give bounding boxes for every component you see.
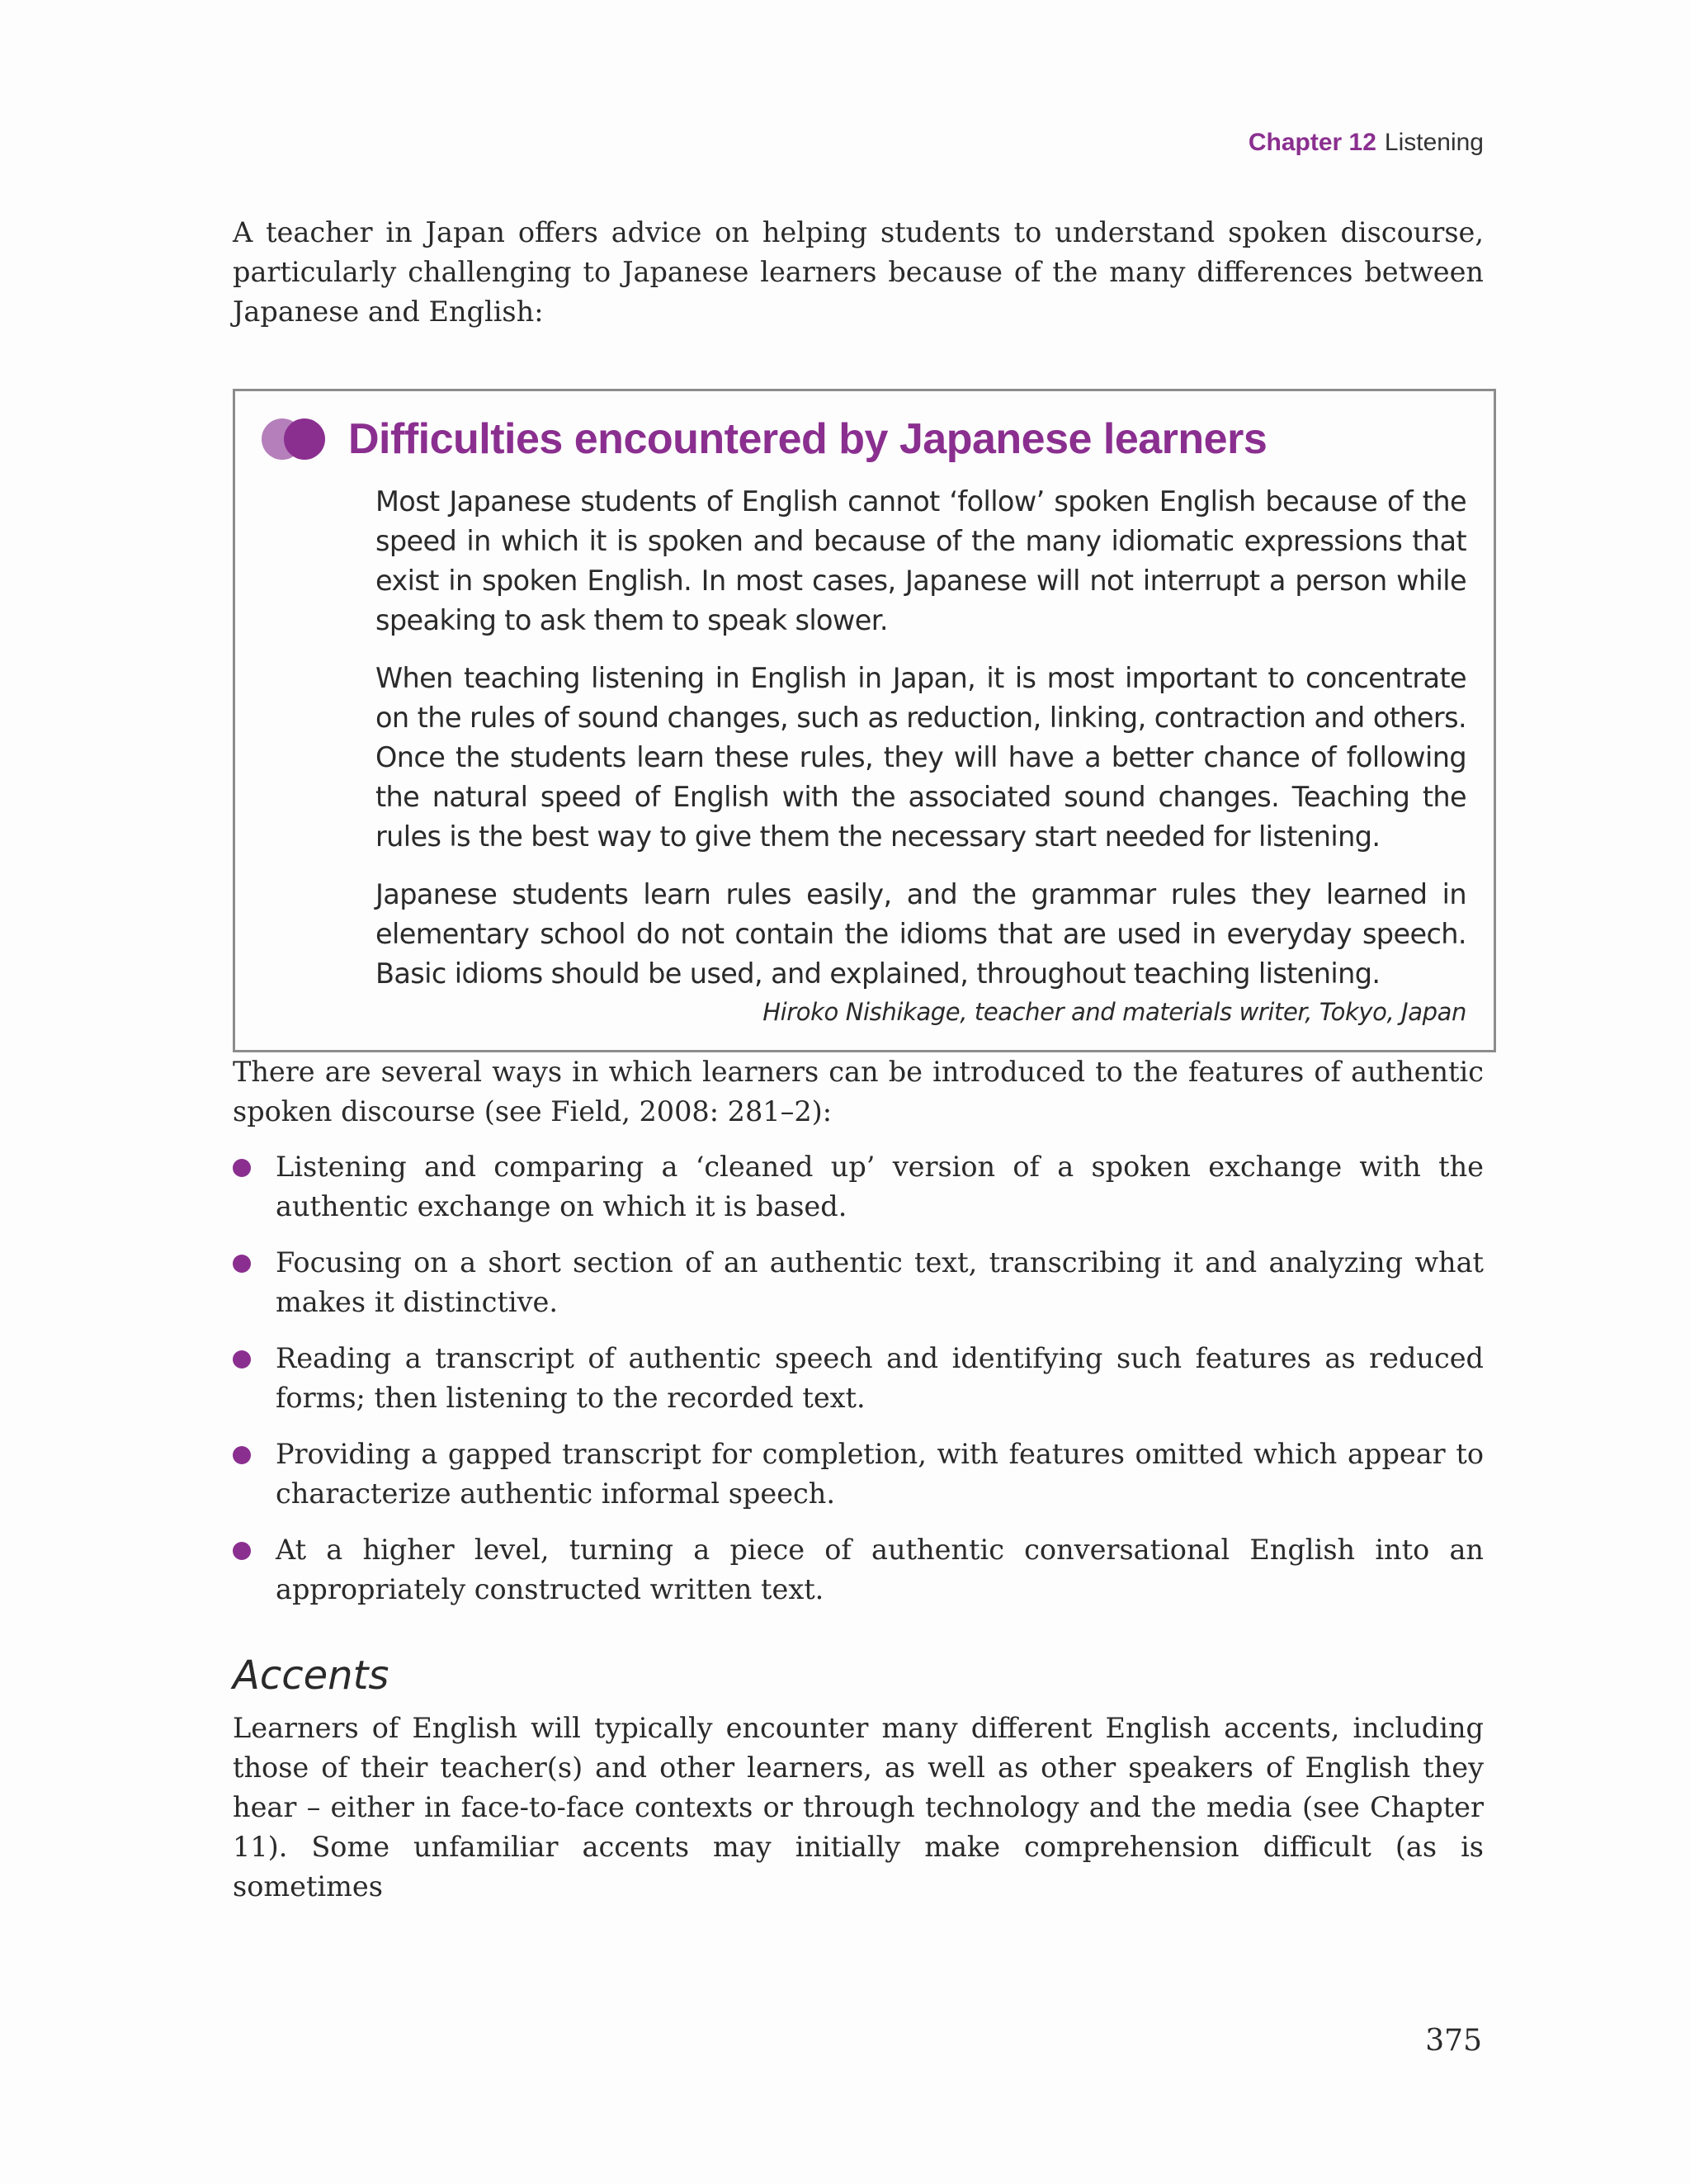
page-number: 375 [1425, 2024, 1482, 2058]
features-list [233, 1147, 1484, 1610]
quote-box-title: Difficulties encountered by Japanese learners [348, 415, 1268, 463]
quote-paragraph-3: Japanese students learn rules easily, and the grammar rules they learned in elementary school do not contain the idioms that are used in everyday speech. Basic idioms should be used, and explained, throughout teaching listening. [375, 878, 1466, 990]
bullet-dot-icon [233, 1159, 251, 1177]
running-head-chapter: Chapter 12 [1248, 129, 1376, 156]
list-item-text: Listening and comparing a ‘cleaned up’ version of a spoken exchange with the authentic exchange on which it is based. [276, 1151, 1484, 1222]
intro-paragraph: A teacher in Japan offers advice on helping students to understand spoken discourse, particularly challenging to Japanese learners because of the many differences between Japanese and English: [233, 216, 1484, 328]
list-item-text: At a higher level, turning a piece of authentic conversational English into an appropriately constructed written text. [276, 1534, 1484, 1605]
quote-paragraph-2: When teaching listening in English in Japan, it is most important to concentrate on the rules of sound changes, such as reduction, linking, contraction and others. Once the students learn these rules, they will have a better chance of following the natural speed of English with the associated sound changes. Teaching the rules is the best way to give them the necessary start needed for listening. [375, 662, 1466, 853]
list-item [233, 1339, 1484, 1418]
list-item [233, 1435, 1484, 1514]
section-paragraph: Learners of English will typically encounter many different English accents, including those of their teacher(s) and other learners, as well as other speakers of English they hear – either in face-to-face contexts or through technology and the media (see Chapter 11). Some unfamiliar accents may initially make comprehension difficult (as is sometimes [233, 1712, 1484, 1903]
circle-dark [284, 418, 325, 460]
bullet-dot-icon [233, 1542, 251, 1560]
bullet-dot-icon [233, 1446, 251, 1464]
quote-box-body [375, 482, 1466, 1028]
bullet-dot-icon [233, 1255, 251, 1273]
quote-box [233, 389, 1496, 1052]
list-item-text: Providing a gapped transcript for completion, with features omitted which appear to characterize authentic informal speech. [276, 1438, 1484, 1510]
list-item [233, 1147, 1484, 1227]
running-head [1249, 129, 1484, 157]
quote-box-header [262, 414, 1466, 464]
overlapping-circles-icon [262, 418, 329, 461]
list-item-text: Reading a transcript of authentic speech and identifying such features as reduced forms; then listening to the recorded text. [276, 1342, 1484, 1414]
list-item [233, 1530, 1484, 1610]
section-heading: Accents [233, 1652, 389, 1699]
list-item-text: Focusing on a short section of an authentic text, transcribing it and analyzing what makes it distinctive. [276, 1246, 1484, 1318]
running-head-title: Listening [1384, 129, 1484, 156]
quote-attribution: Hiroko Nishikage, teacher and materials writer, Tokyo, Japan [762, 998, 1466, 1026]
features-intro-paragraph: There are several ways in which learners can be introduced to the features of authentic spoken discourse (see Field, 2008: 281–2): [233, 1056, 1484, 1127]
main-content [233, 213, 1484, 1907]
list-item [233, 1243, 1484, 1322]
quote-paragraph-1: Most Japanese students of English cannot ‘follow’ spoken English because of the speed in which it is spoken and because of the many idiomatic expressions that exist in spoken English. In most cases, Japanese will not interrupt a person while speaking to ask them to speak slower. [375, 485, 1466, 636]
bullet-dot-icon [233, 1350, 251, 1369]
